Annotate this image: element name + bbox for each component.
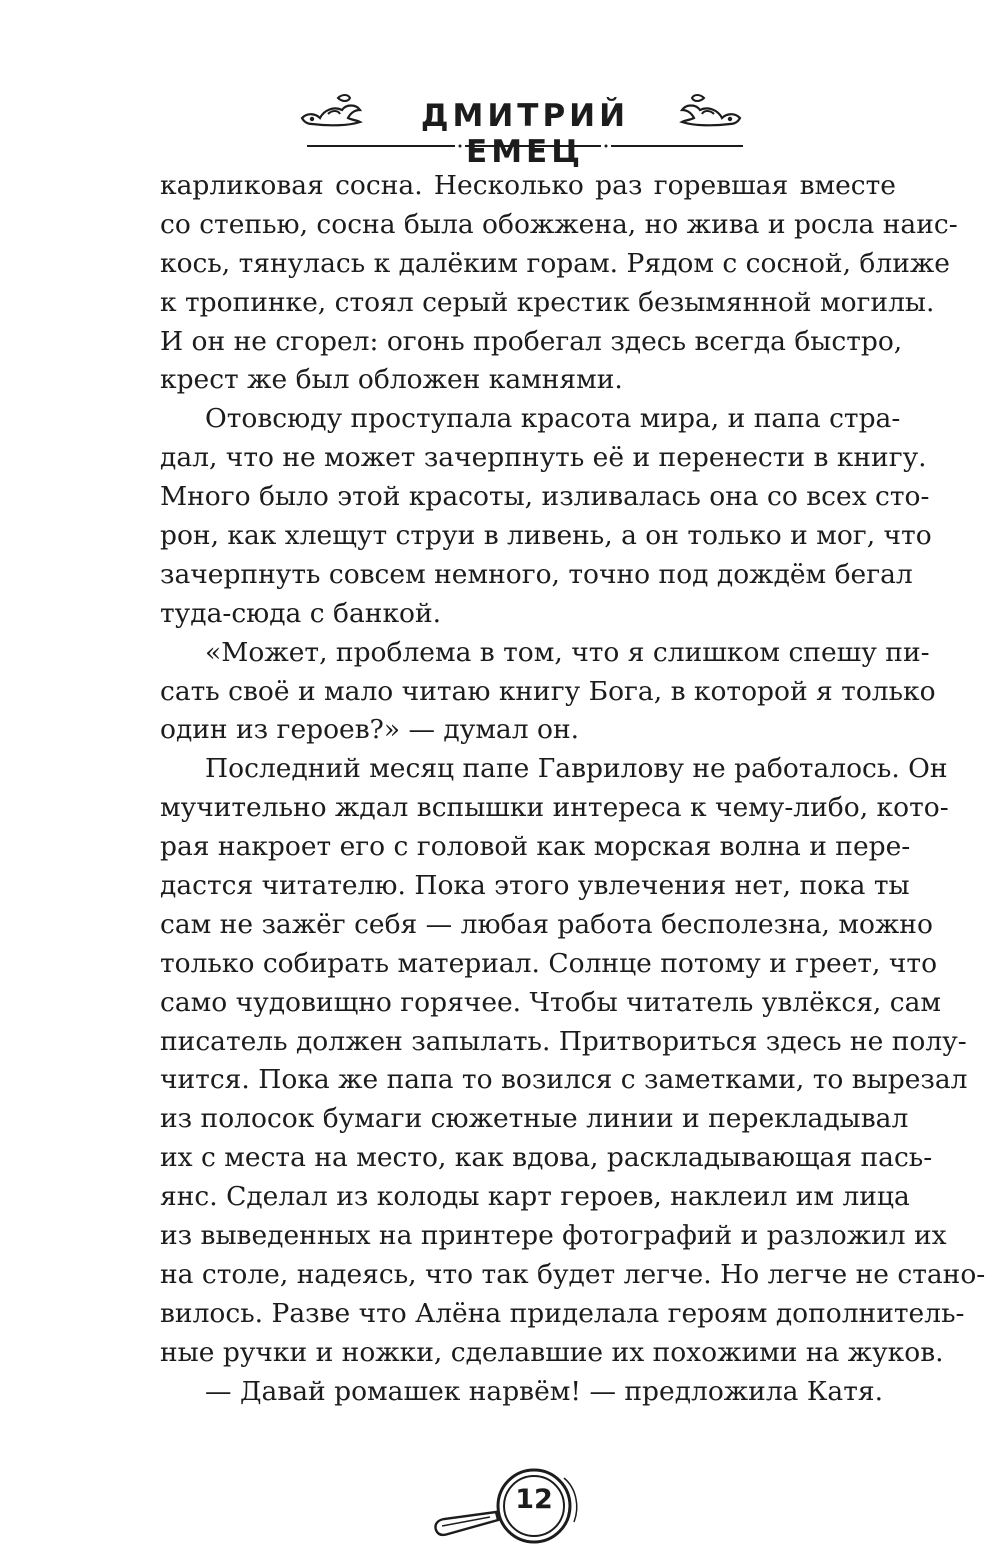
page-number: 12 <box>515 1484 553 1515</box>
text-line: само чудовищно горячее. Чтобы читатель увлёкся, сам <box>160 986 942 1018</box>
text-line: вилось. Разве что Алёна приделала героям дополнитель- <box>160 1297 965 1329</box>
text-line: зачерпнуть совсем немного, точно под дождём бегал <box>160 558 913 590</box>
text-line: рая накроет его с головой как морская волна и пере- <box>160 831 911 863</box>
text-line: янс. Сделал из колоды карт героев, наклеил им лица <box>160 1181 910 1213</box>
text-line: ные ручки и ножки, сделавшие их похожими на жуков. <box>160 1336 944 1368</box>
author-name: ДМИТРИЙ ЕМЕЦ <box>420 98 630 170</box>
text-line: мучительно ждал вспышки интереса к чему-либо, кото- <box>160 792 949 824</box>
text-line: крест же был обложен камнями. <box>160 364 623 396</box>
running-header <box>0 78 1000 170</box>
text-line: карликовая сосна. Несколько раз горевшая вместе <box>160 170 896 201</box>
text-line: чится. Пока же папа то возился с заметками, то вырезал <box>160 1064 968 1096</box>
text-line: дал, что не может зачерпнуть её и перенести в книгу. <box>160 442 927 474</box>
body-text <box>160 167 986 1412</box>
text-line: «Может, проблема в том, что я слишком спешу пи- <box>205 636 930 668</box>
text-line: рон, как хлещут струи в ливень, а он только и мог, что <box>160 520 932 552</box>
text-line: кось, тянулась к далёким горам. Рядом с сосной, ближе <box>160 247 950 279</box>
text-line: Отовсюду проступала красота мира, и папа стра- <box>205 403 901 435</box>
text-line: их с места на место, как вдова, раскладывающая пась- <box>160 1142 933 1174</box>
text-line: со степью, сосна была обожжена, но жива и росла наис- <box>160 208 958 240</box>
text-line: сать своё и мало читаю книгу Бога, в которой я только <box>160 675 936 707</box>
text-line: из полосок бумаги сюжетные линии и перекладывал <box>160 1103 909 1135</box>
text-line: И он не сгорел: огонь пробегал здесь всегда быстро, <box>160 325 903 357</box>
text-line: Много было этой красоты, изливалась она со всех сто- <box>160 481 930 513</box>
page-number-badge <box>430 1468 590 1554</box>
text-line: только собирать материал. Солнце потому и греет, что <box>160 947 938 979</box>
text-line: на столе, надеясь, что так будет легче. Но легче не стано- <box>160 1258 986 1290</box>
ornament-bird-icon <box>678 90 744 132</box>
ornament-bird-icon <box>298 90 364 132</box>
text-line: сам не зажёг себя — любая работа бесполезна, можно <box>160 908 933 940</box>
text-line: один из героев?» — думал он. <box>160 714 580 746</box>
text-line: туда-сюда с банкой. <box>160 597 442 629</box>
text-line: писатель должен запылать. Притвориться здесь не полу- <box>160 1025 967 1057</box>
text-line: из выведенных на принтере фотографий и разложил их <box>160 1220 947 1252</box>
text-line: Последний месяц папе Гаврилову не работалось. Он <box>205 753 948 785</box>
header-rule <box>305 140 745 152</box>
text-line: дастся читателю. Пока этого увлечения нет, пока ты <box>160 870 910 902</box>
text-line: к тропинке, стоял серый крестик безымянной могилы. <box>160 286 935 318</box>
text-line: — Давай ромашек нарвём! — предложила Катя. <box>205 1375 884 1407</box>
